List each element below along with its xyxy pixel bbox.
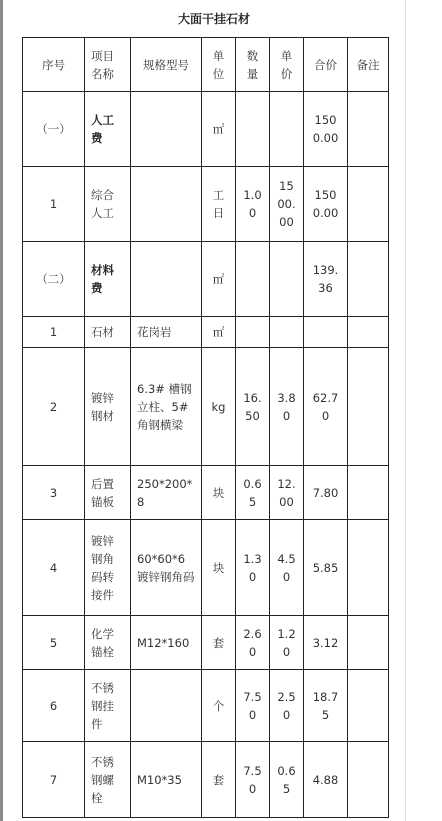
- table-title: 大面干挂石材: [177, 12, 250, 26]
- table-row: [23, 742, 389, 818]
- header-total: 合价: [304, 38, 348, 92]
- cell-name: 镀锌钢材: [85, 348, 131, 466]
- cell-name: 材料费: [85, 242, 131, 317]
- cell-spec: 60*60*6镀锌钢角码: [131, 520, 202, 616]
- header-spec: 规格型号: [131, 38, 202, 92]
- table-row: [23, 242, 389, 317]
- cell-spec: [131, 242, 202, 317]
- cell-name: 不锈钢挂件: [85, 670, 131, 742]
- header-unit: 单位: [202, 38, 236, 92]
- cell-unit: ㎡: [202, 92, 236, 167]
- cell-name: 石材: [85, 317, 131, 348]
- cell-total: 7.80: [304, 466, 348, 520]
- table-row: [23, 317, 389, 348]
- cell-unit: 工日: [202, 167, 236, 242]
- cell-no: 3: [23, 466, 85, 520]
- header-price: 单价: [270, 38, 304, 92]
- cell-note: [348, 242, 389, 317]
- cell-note: [348, 317, 389, 348]
- header-qty: 数量: [236, 38, 270, 92]
- cell-unit: 套: [202, 616, 236, 670]
- cell-qty: 16.50: [236, 348, 270, 466]
- cell-price: [270, 317, 304, 348]
- cell-spec: M12*160: [131, 616, 202, 670]
- table-row: [23, 520, 389, 616]
- cell-total: 62.70: [304, 348, 348, 466]
- cell-spec: [131, 92, 202, 167]
- table-row: [23, 92, 389, 167]
- table-row: [23, 167, 389, 242]
- cell-total: 1500.00: [304, 167, 348, 242]
- cell-spec: [131, 167, 202, 242]
- cell-name: 综合人工: [85, 167, 131, 242]
- header-row: [23, 38, 389, 92]
- cell-qty: 1.00: [236, 167, 270, 242]
- cell-total: 3.12: [304, 616, 348, 670]
- cell-unit: 块: [202, 466, 236, 520]
- cell-spec: 6.3# 槽钢 立柱、5# 角钢横梁: [131, 348, 202, 466]
- cell-spec: 花岗岩: [131, 317, 202, 348]
- cell-price: 2.50: [270, 670, 304, 742]
- cell-no: 6: [23, 670, 85, 742]
- cell-name: 镀锌钢角码转接件: [85, 520, 131, 616]
- cell-price: 1.20: [270, 616, 304, 670]
- cell-total: 1500.00: [304, 92, 348, 167]
- cell-qty: [236, 92, 270, 167]
- cell-note: [348, 466, 389, 520]
- cell-no: 2: [23, 348, 85, 466]
- cell-unit: kg: [202, 348, 236, 466]
- cell-total: 5.85: [304, 520, 348, 616]
- cell-no: （一）: [23, 92, 85, 167]
- left-window-edge: [0, 0, 3, 821]
- cell-note: [348, 520, 389, 616]
- cell-qty: 2.60: [236, 616, 270, 670]
- cell-price: 4.50: [270, 520, 304, 616]
- cell-total: 139.36: [304, 242, 348, 317]
- cell-qty: 7.50: [236, 670, 270, 742]
- cell-price: 3.80: [270, 348, 304, 466]
- header-no: 序号: [23, 38, 85, 92]
- cell-qty: [236, 317, 270, 348]
- cell-qty: 1.30: [236, 520, 270, 616]
- cell-name: 化学锚栓: [85, 616, 131, 670]
- table-row: [23, 616, 389, 670]
- table-row: [23, 670, 389, 742]
- cell-qty: 0.65: [236, 466, 270, 520]
- cell-no: 1: [23, 167, 85, 242]
- cell-spec: M10*35: [131, 742, 202, 818]
- cell-note: [348, 92, 389, 167]
- cell-price: [270, 92, 304, 167]
- cell-price: [270, 242, 304, 317]
- cell-total: [304, 317, 348, 348]
- cell-unit: 块: [202, 520, 236, 616]
- table-row: [23, 348, 389, 466]
- right-page-edge: [405, 0, 406, 821]
- cell-no: 1: [23, 317, 85, 348]
- cell-no: （二）: [23, 242, 85, 317]
- cell-unit: ㎡: [202, 242, 236, 317]
- cell-unit: ㎡: [202, 317, 236, 348]
- cell-note: [348, 167, 389, 242]
- cell-no: 5: [23, 616, 85, 670]
- header-note: 备注: [348, 38, 389, 92]
- cell-unit: 套: [202, 742, 236, 818]
- cell-unit: 个: [202, 670, 236, 742]
- table-row: [23, 466, 389, 520]
- cell-total: 4.88: [304, 742, 348, 818]
- cell-price: 12.00: [270, 466, 304, 520]
- cell-qty: [236, 242, 270, 317]
- cell-name: 人工费: [85, 92, 131, 167]
- cell-note: [348, 616, 389, 670]
- cell-note: [348, 670, 389, 742]
- cell-name: 后置锚板: [85, 466, 131, 520]
- cell-no: 7: [23, 742, 85, 818]
- cell-note: [348, 742, 389, 818]
- cell-no: 4: [23, 520, 85, 616]
- cell-spec: 250*200*8: [131, 466, 202, 520]
- cell-price: 1500.00: [270, 167, 304, 242]
- cell-total: 18.75: [304, 670, 348, 742]
- cell-name: 不锈钢螺栓: [85, 742, 131, 818]
- cell-price: 0.65: [270, 742, 304, 818]
- header-name: 项目名称: [85, 38, 131, 92]
- cost-table: [22, 37, 389, 818]
- cell-qty: 7.50: [236, 742, 270, 818]
- cell-note: [348, 348, 389, 466]
- cell-spec: [131, 670, 202, 742]
